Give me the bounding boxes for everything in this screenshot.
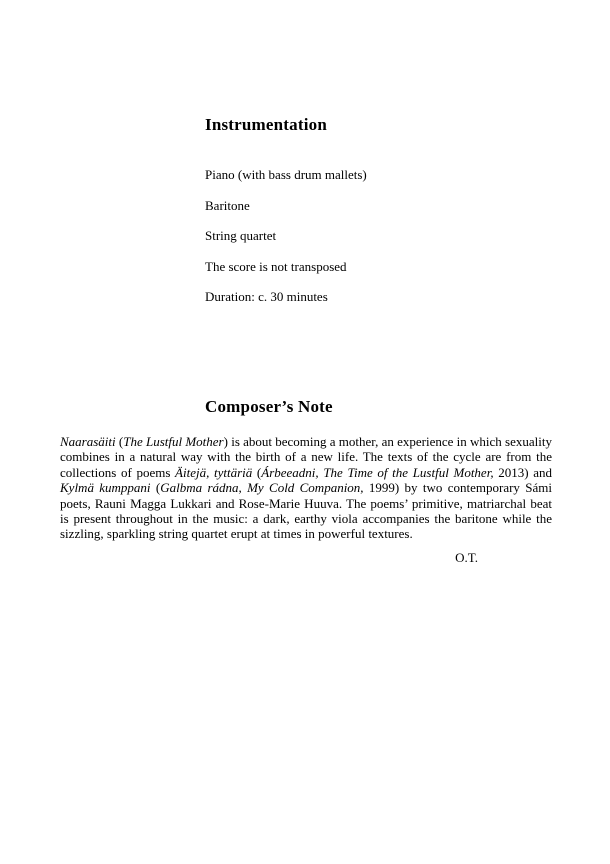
note-text-segment: Kylmä kumppani xyxy=(60,480,151,496)
note-text-segment: ( xyxy=(150,480,161,496)
note-text-segment: Naarasäiti xyxy=(60,434,116,449)
duration-note: Duration: c. 30 minutes xyxy=(205,289,328,304)
composer-note-paragraph xyxy=(60,434,552,542)
note-text-segment: Äitejä, tyttäriä xyxy=(175,464,253,480)
note-text-segment: 2013) and xyxy=(493,464,552,480)
note-text-segment: 1999) by two contemporary Sámi poets, Rauni Magga Lukkari and Rose-Marie Huuva. The poems’ primitive, matriarchal beat is present throughout in the music: a dark, earthy viola accompanies the baritone while the sizzling, sparkling string quartet erupt at times in powerful textures. xyxy=(60,480,552,542)
instrumentation-list xyxy=(205,160,367,313)
note-text-segment: Árbeeadni, The Time of the Lustful Mother, xyxy=(261,464,494,480)
note-text-segment: Galbma rádna, My Cold Companion, xyxy=(160,480,364,496)
composer-note-title: Composer’s Note xyxy=(205,397,333,416)
note-text-segment: ) is about becoming a mother, an experience in which sexuality combines in a natural way with the birth of a new life. The texts of the cycle are from the collections of poems xyxy=(60,434,552,480)
instrument-item-piano: Piano (with bass drum mallets) xyxy=(205,167,367,182)
note-text-segment: ( xyxy=(252,464,262,480)
instrumentation-title: Instrumentation xyxy=(205,115,328,134)
note-text-segment: ( xyxy=(115,434,124,449)
score-transposition-note: The score is not transposed xyxy=(205,258,347,274)
instrument-item-baritone: Baritone xyxy=(205,197,250,213)
note-text-segment: The Lustful Mother xyxy=(123,434,224,449)
composer-signature: O.T. xyxy=(455,550,478,565)
instrument-item-strings: String quartet xyxy=(205,228,277,243)
